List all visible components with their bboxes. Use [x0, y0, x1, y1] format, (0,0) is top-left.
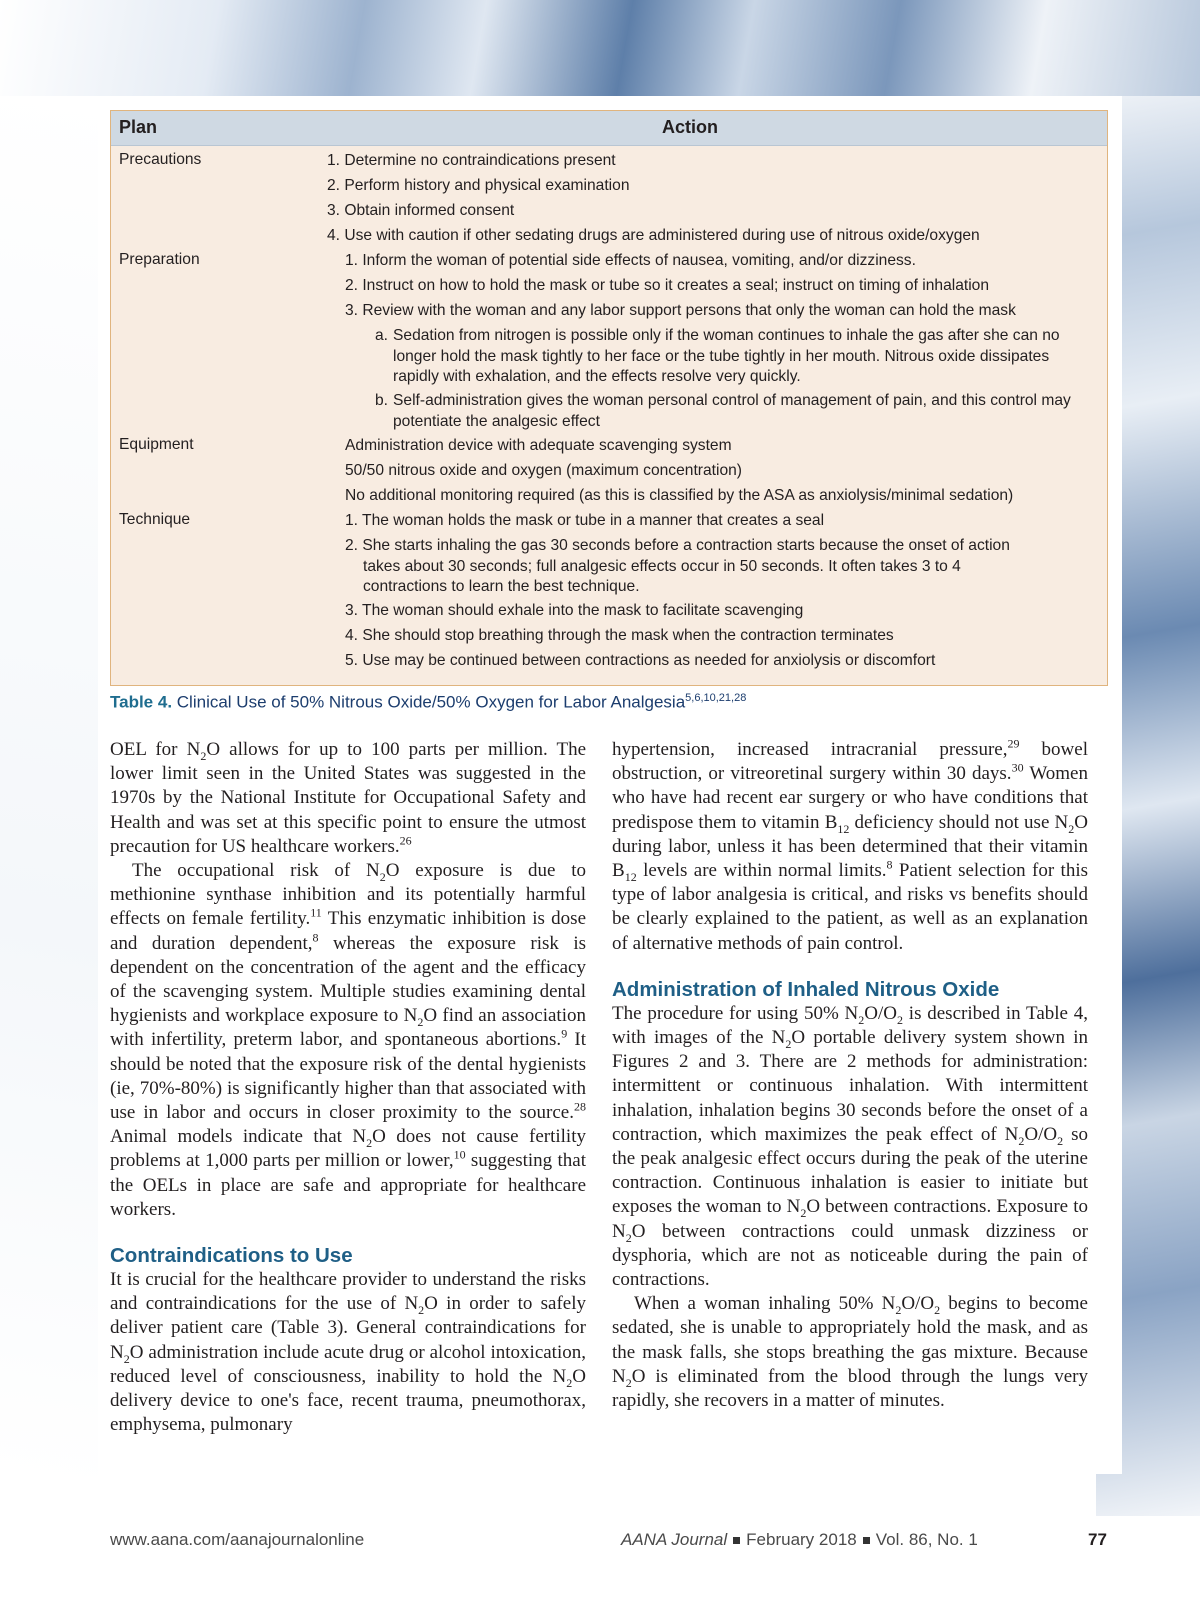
- preparation-subitem: [375, 391, 1075, 432]
- plan-preparation: Preparation: [119, 251, 200, 268]
- equipment-item: No additional monitoring required (as this is classified by the ASA as anxiolysis/minimal sedation): [345, 487, 1014, 504]
- technique-item: 4. She should stop breathing through the mask when the contraction terminates: [345, 627, 894, 644]
- precaution-item: 2. Perform history and physical examination: [327, 177, 630, 194]
- technique-item: 5. Use may be continued between contractions as needed for anxiolysis or discomfort: [345, 652, 936, 669]
- subitem-letter: b.: [375, 392, 389, 409]
- plan-equipment: Equipment: [119, 436, 194, 453]
- footer-url[interactable]: www.aana.com/aanajournalonline: [110, 1530, 365, 1549]
- paragraph: hypertension, increased intracranial pressure,$^{29}$ bowel obstruction, or vitreoretinal surgery within 30 days.$^{30}$ Women who have had recent ear surgery or who have conditions that predispose them to vitamin $B_{12}$ deficiency should not use $N_2O$ during labor, unless it has been determined that their vitamin $B_{12}$ levels are within normal limits.$^8$ Patient selection for this type of labor analgesia is critical, and risks vs benefits should be clearly explained to the patient, as well as an explanation of alternative methods of pain control.: [612, 736, 1088, 954]
- technique-item: 2. She starts inhaling the gas 30 seconds before a contraction starts because the onset of action takes about 30 seconds; full analgesic effects occur in 50 seconds. It often takes 3 to 4 contractions to learn the best technique.: [345, 537, 1010, 595]
- caption-refs: 5,6,10,21,28: [685, 692, 747, 704]
- page-content: [98, 96, 1122, 1474]
- paragraph: The occupational risk of $N_2O$ exposure is due to methionine synthase inhibition and its potentially harmful effects on female fertility.$^{11}$ This enzymatic inhibition is dose and duration dependent,$^8$ whereas the exposure risk is dependent on the concentration of the agent and the efficacy of the scavenging system. Multiple studies examining dental hygienists and workplace exposure to $N_2O$ find an association with infertility, preterm labor, and spontaneous abortions.$^9$ It should be noted that the exposure risk of the dental hygienists (ie, 70%-80%) is significantly higher than that associated with use in labor and occurs in closer proximity to the source.$^{28}$ Animal models indicate that $N_2O$ does not cause fertility problems at 1,000 parts per million or lower,$^{10}$ suggesting that the OELs in place are safe and appropriate for healthcare workers.: [110, 860, 586, 1220]
- paragraph: OEL for $N_2O$ allows for up to 100 parts per million. The lower limit seen in the United States was suggested in the 1970s by the National Institute for Occupational Safety and Health and was set at this specific point to ensure the utmost precaution for US healthcare workers.$^{26}$: [110, 739, 587, 857]
- caption-label: Table 4.: [110, 692, 173, 712]
- technique-item: 3. The woman should exhale into the mask to facilitate scavenging: [345, 602, 804, 619]
- decorative-background-left: [0, 96, 98, 1476]
- preparation-item: 3. Review with the woman and any labor support persons that only the woman can hold the mask: [345, 302, 1016, 319]
- subitem-letter: a.: [375, 327, 389, 344]
- paragraph: It is crucial for the healthcare provider to understand the risks and contraindications for the use of $N_2O$ in order to safely deliver patient care (Table 3). General contraindications for $N_2O$ administration include acute drug or alcohol intoxication, reduced level of consciousness, inability to hold the $N_2O$ delivery device to one's face, recent trauma, pneumothorax, emphysema, pulmonary: [110, 1269, 586, 1436]
- subitem-text: Self-administration gives the woman personal control of management of pain, and this control may potentiate the analgesic effect: [393, 392, 1071, 430]
- equipment-item: Administration device with adequate scavenging system: [345, 437, 732, 454]
- precaution-item: 4. Use with caution if other sedating drugs are administered during use of nitrous oxide/oxygen: [327, 227, 980, 244]
- table-header: [111, 111, 1107, 146]
- caption-text: Clinical Use of 50% Nitrous Oxide/50% Oxygen for Labor Analgesia: [176, 692, 686, 712]
- page-footer: [0, 1530, 1200, 1554]
- precaution-item: 1. Determine no contraindications present: [327, 152, 616, 169]
- left-column: [110, 738, 586, 1437]
- equipment-item: 50/50 nitrous oxide and oxygen (maximum concentration): [345, 462, 742, 479]
- right-column: [612, 738, 1088, 1413]
- journal-name: AANA Journal: [621, 1530, 728, 1549]
- paragraph: The procedure for using 50% $N_2O/O_2$ is described in Table 4, with images of the $N_2O$ portable delivery system shown in Figures 2 and 3. There are 2 methods for administration: intermittent or continuous inhalation. With intermittent inhalation, inhalation begins 30 seconds before the onset of a contraction, which maximizes the peak effect of $N_2O/O_2$ so the peak analgesic effect occurs during the peak of the uterine contraction. Continuous inhalation is easier to initiate but exposes the woman to $N_2O$ between contractions. Exposure to $N_2O$ between contractions could unmask dizziness or dysphoria, which are not as noticeable during the pain of contractions.: [612, 1002, 1088, 1291]
- plan-technique: Technique: [119, 511, 191, 528]
- table-4: [110, 110, 1108, 686]
- preparation-subitem: [375, 326, 1075, 388]
- header-action: Action: [662, 117, 718, 137]
- section-heading-administration: Administration of Inhaled Nitrous Oxide: [612, 977, 1000, 1001]
- header-plan: Plan: [119, 117, 158, 137]
- journal-volume: Vol. 86, No. 1: [875, 1530, 978, 1549]
- journal-date: February 2018: [746, 1530, 857, 1549]
- preparation-item: 2. Instruct on how to hold the mask or tube so it creates a seal; instruct on timing of inhalation: [345, 277, 990, 294]
- precaution-item: 3. Obtain informed consent: [327, 202, 515, 219]
- square-bullet-icon: [733, 1537, 740, 1544]
- page-number: 77: [1088, 1530, 1107, 1549]
- square-bullet-icon: [863, 1537, 870, 1544]
- table-caption: [110, 692, 746, 713]
- subitem-text: Sedation from nitrogen is possible only if the woman continues to inhale the gas after she can no longer hold the mask tightly to her face or the tube tightly in her mouth. Nitrous oxide dissipates rapidly with exhalation, and the effects resolve very quickly.: [393, 327, 1060, 385]
- decorative-background-top: [0, 0, 1200, 100]
- plan-precautions: Precautions: [119, 151, 202, 168]
- section-heading-contraindications: Contraindications to Use: [110, 1244, 353, 1268]
- paragraph: When a woman inhaling 50% $N_2O/O_2$ begins to become sedated, she is unable to appropriately hold the mask, and as the mask falls, she stops breathing the gas mixture. Because $N_2O$ is eliminated from the blood through the lungs very rapidly, she recovers in a matter of minutes.: [612, 1293, 1088, 1412]
- preparation-item: 1. Inform the woman of potential side effects of nausea, vomiting, and/or dizziness.: [345, 252, 916, 269]
- technique-item: 1. The woman holds the mask or tube in a manner that creates a seal: [345, 512, 825, 529]
- footer-journal: [621, 1530, 978, 1550]
